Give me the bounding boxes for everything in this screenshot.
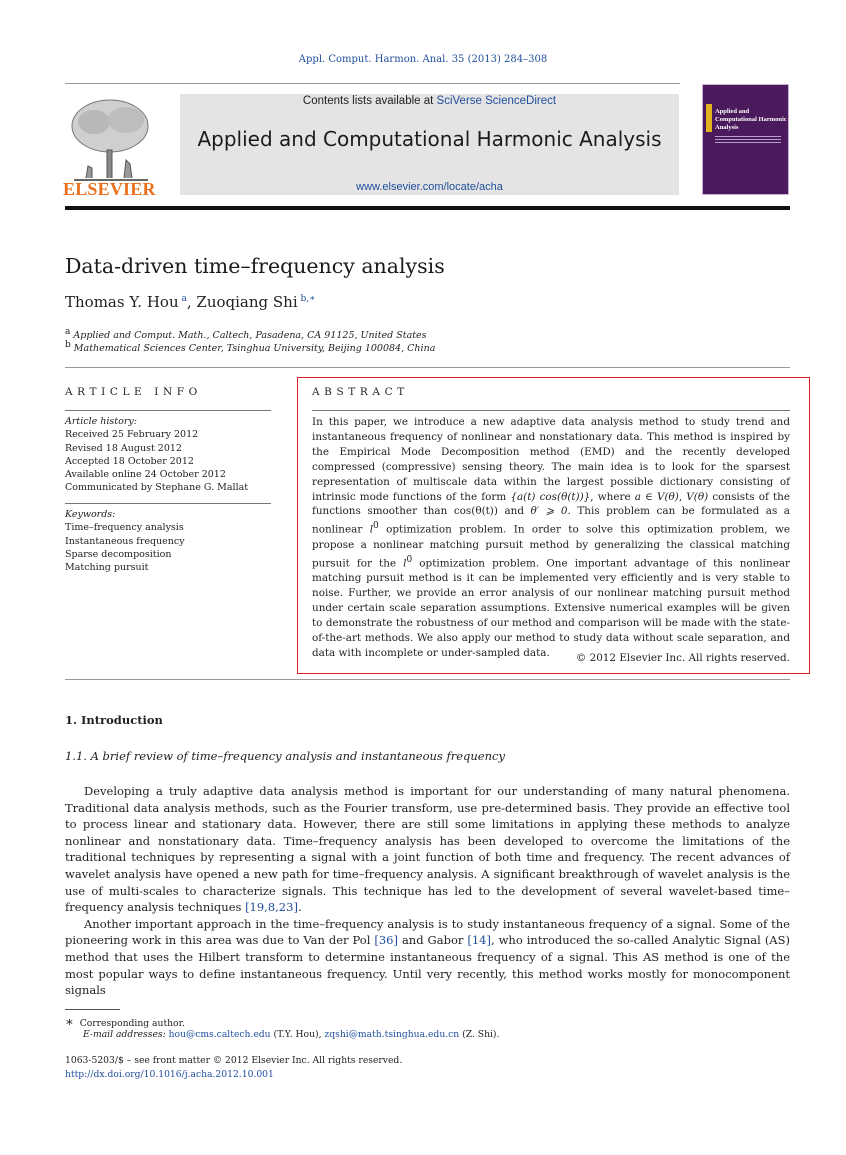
author-hou: Thomas Y. Hou — [65, 293, 179, 311]
history-communicated: Communicated by Stephane G. Mallat — [65, 482, 249, 494]
abstract-math: cos(θ(t)) — [453, 505, 498, 518]
header-thick-divider — [65, 206, 790, 210]
history-online: Available online 24 October 2012 — [65, 469, 226, 481]
introduction-body — [65, 783, 790, 999]
corresponding-author-text: Corresponding author. — [79, 1018, 185, 1029]
abstract-part: consists of the functions smoother than — [312, 490, 791, 518]
history-label: Article history: — [65, 416, 137, 427]
affiliation-a-text: Applied and Comput. Math., Caltech, Pasadena, CA 91125, United States — [73, 330, 427, 342]
intro-para2-text: and Gabor — [397, 933, 468, 948]
doi-link[interactable]: http://dx.doi.org/10.1016/j.acha.2012.10.001 — [65, 1069, 274, 1080]
contents-line — [180, 95, 679, 107]
abstract-part: . This problem can be formulated as a nonlinear — [312, 505, 791, 536]
abstract-math: θ′ ⩾ 0 — [530, 505, 568, 518]
keywords-label: Keywords: — [65, 509, 116, 520]
corresponding-author-note — [65, 1015, 185, 1030]
history-received: Received 25 February 2012 — [65, 429, 199, 441]
abstract-part: , — [678, 490, 687, 503]
cover-accent-strip — [706, 104, 712, 132]
email-shi-link[interactable]: zqshi@math.tsinghua.edu.cn — [324, 1029, 460, 1040]
journal-url-link[interactable]: www.elsevier.com/locate/acha — [356, 181, 503, 193]
introduction-heading: 1. Introduction — [65, 713, 163, 727]
abstract-math: {a(t) cos(θ(t))} — [510, 490, 591, 503]
article-title: Data-driven time–frequency analysis — [65, 254, 445, 278]
abstract-part: optimization problem. In order to solve this optimization problem, we propose a nonlinear matching pursuit method by generalizing the classical matching pursuit for the — [312, 523, 791, 570]
affiliation-divider — [65, 367, 790, 368]
keywords-list — [65, 508, 185, 574]
abstract-part: In this paper, we introduce a new adaptive data analysis method to study trend and instantaneous frequency of nonlinear and nonstationary data. This method is inspired by the Empirical Mode Decomposition method (EMD) and the recently developed compressed (compressive) sensing theory. The main idea is to look for the sparsest representation of multiscale data within the largest possible dictionary consisting of intrinsic mode functions of the form — [312, 416, 790, 503]
abstract-superscript: 0 — [406, 554, 413, 565]
keyword-item: Time–frequency analysis — [65, 522, 184, 534]
email-hou-name: (T.Y. Hou), — [270, 1029, 325, 1040]
journal-title: Applied and Computational Harmonic Analysis — [197, 127, 662, 151]
email-label: E-mail addresses: — [83, 1029, 166, 1040]
elsevier-wordmark: ELSEVIER — [63, 179, 156, 199]
cover-title: Applied and Computational Harmonic Analysis — [715, 108, 787, 131]
citation-link[interactable]: [36] — [374, 933, 398, 948]
affiliation-b — [65, 340, 435, 354]
abstract-part: optimization problem. One important advantage of this nonlinear matching pursuit method is it can be implemented very efficiently and is very stable to noise. Further, we provide an error analysis of our nonlinear matching pursuit method under certain scale separation assumptions. Extensive numerical examples will be given to demonstrate the robustness of our method and comparison will be made with the state-of-the-art methods. We also apply our method to study data without scale separation, and data with incomplete or under-sampled data. — [312, 557, 790, 659]
author-shi-affiliation-mark[interactable] — [298, 294, 316, 304]
abstract-math: a ∈ V(θ) — [634, 490, 679, 503]
article-info-heading: ARTICLE INFO — [65, 386, 202, 398]
abstract-part: and — [497, 505, 531, 518]
contents-prefix: Contents lists available at — [302, 95, 437, 107]
abstract-part: , where — [590, 490, 635, 503]
intro-paragraph-2 — [65, 916, 790, 999]
intro-para2-text: , who introduced the so-called Analytic Signal (AS) method that uses the Hilbert transform to determine instantaneous frequency of a signal. This AS method is one of the most popular ways to define instantaneous frequency. Until very recently, this method works mostly for monocomponent signals — [65, 933, 790, 998]
abstract-superscript: 0 — [373, 521, 379, 532]
journal-citation[interactable]: Appl. Comput. Harmon. Anal. 35 (2013) 284–308 — [298, 54, 548, 65]
citation-link[interactable]: [14] — [467, 933, 491, 948]
intro-para2-text: Another important approach in the time–frequency analysis is to study instantaneous frequency of a signal. Some of the pioneering work in this area was due to Van der Pol — [65, 916, 790, 948]
article-history — [65, 415, 248, 495]
affiliation-b-mark: b — [65, 340, 71, 350]
email-shi-name: (Z. Shi). — [459, 1029, 500, 1040]
sciencedirect-link[interactable]: SciVerse ScienceDirect — [436, 95, 557, 107]
keyword-item: Matching pursuit — [65, 562, 149, 574]
article-info-divider — [65, 410, 271, 411]
keyword-item: Sparse decomposition — [65, 548, 172, 560]
intro-para1-end: . — [297, 900, 302, 915]
author-shi: Zuoqiang Shi — [196, 293, 298, 311]
affiliation-b-text: Mathematical Sciences Center, Tsinghua University, Beijing 100084, China — [73, 343, 436, 355]
email-addresses — [83, 1029, 499, 1040]
keyword-item: Instantaneous frequency — [65, 535, 185, 547]
header-divider — [65, 83, 680, 84]
introduction-subheading: 1.1. A brief review of time–frequency analysis and instantaneous frequency — [65, 749, 505, 763]
abstract-highlight-box — [297, 377, 810, 674]
history-revised: Revised 18 August 2012 — [65, 442, 182, 454]
abstract-math: V(θ) — [686, 490, 709, 503]
abstract-bottom-divider — [65, 679, 790, 680]
author-line: Thomas Y. Hou $^a$, Zuoqiang Shi $^{b,∗}$ — [65, 293, 316, 311]
abstract-heading: ABSTRACT — [312, 386, 409, 398]
intro-para1-text: Developing a truly adaptive data analysis method is important for our understanding of many natural phenomena. Traditional data analysis methods, such as the Fourier transform, use pre-determined basis. They provide an effective tool to process linear and stationary data. However, there are still some limitations in applying these methods to analyze nonlinear and nonstationary data. Time–frequency analysis has been developed to overcome the limitations of the traditional techniques by representing a signal with a joint function of both time and frequency. The recent advances of wavelet analysis have opened a new path for time–frequency analysis. A significant breakthrough of wavelet analysis is the use of multi-scales to characterize signals. This technique has led to the development of several wavelet-based time–frequency analysis techniques — [65, 784, 790, 915]
author-hou-affiliation-mark-text: a — [181, 294, 187, 304]
footnote-divider — [65, 1009, 120, 1010]
abstract-math: l — [369, 523, 374, 536]
cover-text-lines — [715, 136, 781, 145]
history-accepted: Accepted 18 October 2012 — [65, 455, 194, 467]
author-hou-affiliation-mark[interactable] — [179, 294, 187, 304]
intro-paragraph-1 — [65, 783, 790, 916]
citation-link[interactable]: [19,8,23] — [245, 900, 298, 915]
affiliation-a-mark: a — [65, 327, 71, 337]
abstract-copyright: © 2012 Elsevier Inc. All rights reserved. — [575, 652, 790, 664]
author-shi-affiliation-mark-text: b,∗ — [300, 294, 316, 304]
footnote-star: ∗ — [65, 1015, 74, 1030]
abstract-math: l — [403, 557, 407, 570]
keywords-divider — [65, 503, 271, 504]
email-hou-link[interactable]: hou@cms.caltech.edu — [168, 1029, 271, 1040]
issn-line: 1063-5203/$ – see front matter © 2012 Elsevier Inc. All rights reserved. — [65, 1055, 403, 1066]
